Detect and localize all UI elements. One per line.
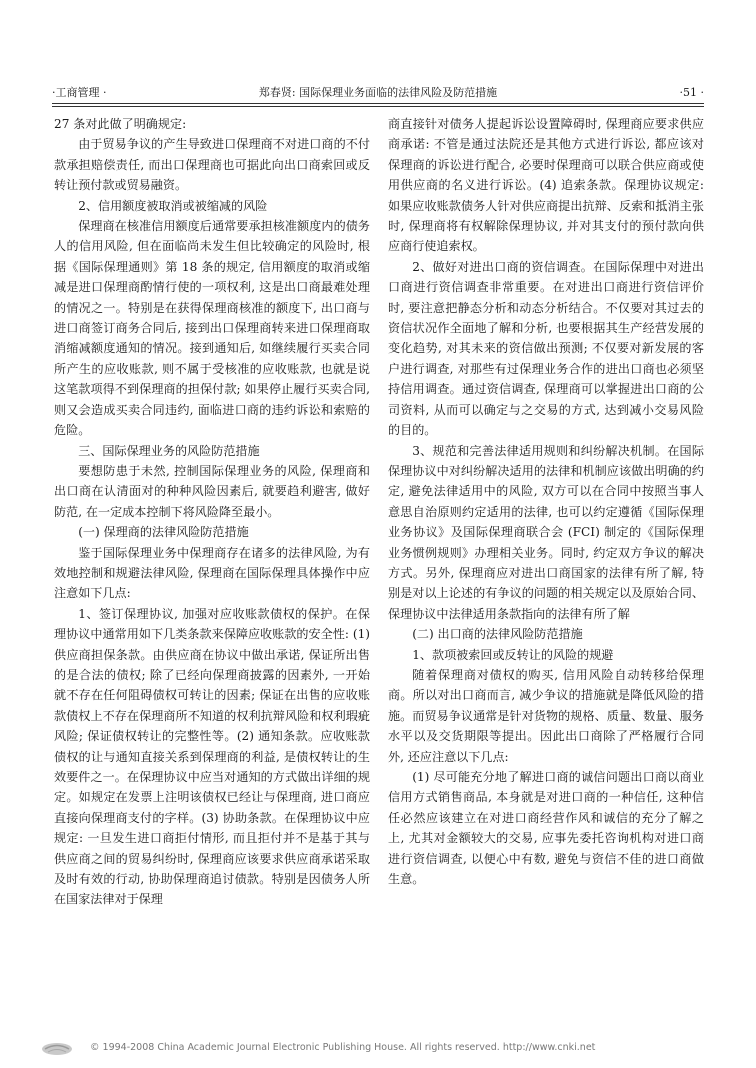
body-paragraph: 27 条对此做了明确规定:: [54, 117, 187, 131]
publisher-logo-icon: [40, 1040, 74, 1056]
page-footer: [40, 1038, 740, 1058]
body-paragraph: 要想防患于未然, 控制国际保理业务的风险, 保理商和出口商在认清面对的种种风险因素后, 就要趋利避害, 做好防范, 在一定成本控制下将风险降至最小。: [54, 463, 370, 519]
page-number: ·51 ·: [679, 86, 704, 99]
body-paragraph: (一) 保理商的法律风险防范措施: [78, 525, 249, 540]
body-paragraph: 保理商在核准信用额度后通常要承担核准额度内的债务人的信用风险, 但在面临尚未发生但比较确定的风险时, 根据《国际保理通则》第 18 条的规定, 信用额度的取消或缩减是进口保理商酌情行使的一项权利, 这是出口商最难处理的情况之一。特别是在获得保理商核准的额度下, 出口商与进口商签订商务合同后, 接到出口保理商转来进口保理商取消缩减额度通知的情况。接到通知后, 如继续履行买卖合同所产生的应收账款, 则不属于受核准的应收账款, 也就是说这笔款项得不到保理商的担保付款; 如果停止履行买卖合同, 则又会造成买卖合同违约, 面临进口商的违约诉讼和索赔的危险。: [54, 219, 370, 438]
body-paragraph: 3、规范和完善法律适用规则和纠纷解决机制。在国际保理协议中对纠纷解决适用的法律和机制应该做出明确的约定, 避免法律适用中的风险, 双方可以在合同中按照当事人意思自治原则约定适用的法律, 也可以约定遵循《国际保理业务协议》及国际保理商联合会 (FCI) 制定的《国际保理业务惯例规则》办理相关业务。同时, 约定双方争议的解决方式。另外, 保理商应对进出口商国家的法律有所了解, 特别是对以上论述的有争议的问题的相关规定以及原始合同、保理协议中法律适用条款指向的法律有所了解: [388, 443, 704, 621]
copyright-notice: © 1994-2008 China Academic Journal Electronic Publishing House. All rights reserved. http://www.cnki.net: [90, 1042, 596, 1053]
body-paragraph: 2、信用额度被取消或被缩减的风险: [78, 198, 268, 213]
body-paragraph: 1、款项被索回或反转让的风险的规避: [412, 647, 614, 662]
header-rule-bottom: [52, 106, 704, 107]
journal-section: ·工商管理 ·: [52, 86, 107, 99]
body-paragraph: 鉴于国际保理业务中保理商存在诸多的法律风险, 为有效地控制和规避法律风险, 保理商在国际保理具体操作中应注意如下几点:: [54, 545, 370, 601]
running-header: [52, 84, 704, 102]
header-rule-top: [52, 103, 704, 104]
body-paragraph: (二) 出口商的法律风险防范措施: [412, 627, 583, 642]
body-paragraph: 由于贸易争议的产生导致进口保理商不对进口商的不付款承担赔偿责任, 而出口保理商也可据此向出口商索回或反转让预付款或贸易融资。: [54, 137, 370, 193]
body-paragraph: 随着保理商对债权的购买, 信用风险自动转移给保理商。所以对出口商而言, 减少争议的措施就是降低风险的措施。而贸易争议通常是针对货物的规格、质量、数量、服务水平以及交货期限等提出。因此出口商除了严格履行合同外, 还应注意以下几点:: [388, 667, 704, 764]
body-paragraph: (1) 尽可能充分地了解进口商的诚信问题出口商以商业信用方式销售商品, 本身就是对进口商的一种信任, 这种信任必然应该建立在对进口商经营作风和诚信的充分了解之上, 尤其对金额较大的交易, 应事先委托咨询机构对进口商进行资信调查, 以便心中有数, 避免与资信不佳的进口商做生意。: [388, 770, 704, 887]
article-running-title: 郑春贤: 国际保理业务面临的法律风险及防范措施: [258, 86, 498, 99]
body-paragraph: 2、做好对进出口商的资信调查。在国际保理中对进出口商进行资信调查非常重要。在对进出口商进行资信评价时, 要注意把静态分析和动态分析结合。不仅要对其过去的资信状况作全面地了解和分析, 也要根据其生产经营发展的变化趋势, 对其未来的资信做出预测; 不仅要对新发展的客户进行调查, 对那些有过保理业务合作的进出口商也必须坚持信用调查。通过资信调查, 保理商可以掌握进出口商的公司资料, 从而可以确定与之交易的方式, 达到减小交易风险的目的。: [388, 259, 704, 438]
body-paragraph: 三、国际保理业务的风险防范措施: [78, 443, 260, 458]
left-column: [54, 114, 370, 910]
body-paragraph: 1、签订保理协议, 加强对应收账款债权的保护。在保理协议中通常用如下几类条款来保障应收账款的安全性: (1) 供应商担保条款。由供应商在协议中做出承诺, 保证所出售的是合法的债权; 除了已经向保理商披露的因素外, 一开始就不存在任何阻碍债权可转让的因素; 保证在出售的应收账款债权上不存在保理商所不知道的权利抗辩风险和权利瑕疵风险; 保证债权转让的完整性等。(2) 通知条款。应收账款债权的让与通知直接关系到保理商的利益, 是债权转让的生效要件之一。在保理协议中应当对通知的方式做出详细的规定。如规定在发票上注明该债权已经让与保理商, 进口商应直接向保理商支付的字样。(3) 协助条款。在保理协议中应规定: 一旦发生进口商拒付情形, 而且拒付并不是基于其与供应商之间的贸易纠纷时, 保理商应该要求供应商承诺采取及时有效的行动, 协助保理商追讨债款。特别是因债务人所在国家法律对于保理: [54, 606, 370, 907]
right-column: [388, 114, 704, 889]
body-paragraph: 商直接针对债务人提起诉讼设置障碍时, 保理商应要求供应商承诺: 不管是通过法院还是其他方式进行诉讼, 都应该对保理商的诉讼进行配合, 必要时保理商可以联合供应商或使用供应商的名义进行诉讼。(4) 追索条款。保理协议规定: 如果应收账款债务人针对供应商提出抗辩、反索和抵消主张时, 保理商将有权解除保理协议, 并对其支付的预付款向供应商行使追索权。: [388, 117, 704, 254]
